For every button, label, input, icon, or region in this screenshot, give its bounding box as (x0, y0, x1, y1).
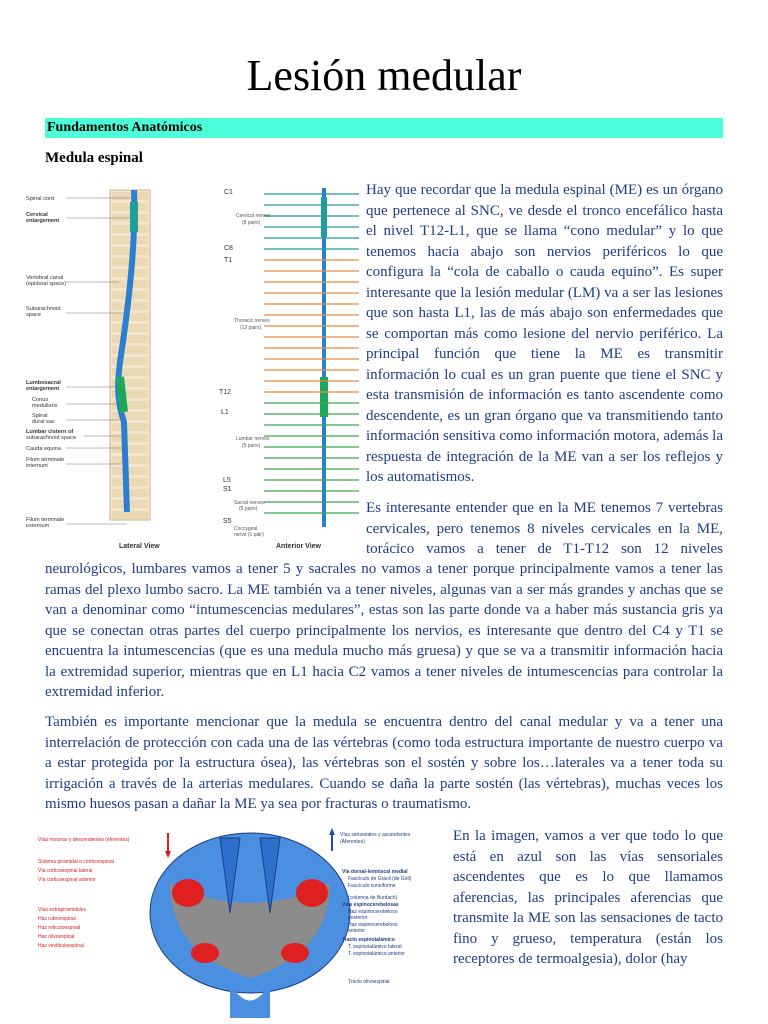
paragraph-2-start: Es interesante entender que en la ME tenemos 7 vertebras cervicales, pero tenemos 8 niveles cervicales en la ME, torácico vamos a tener de T1-T12 son 12 niveles (366, 500, 723, 557)
paragraph-3: También es importante mencionar que la medula se encuentra dentro del canal medular y va a tener una interrelación de protección con cada una de las vértebras (como toda estructura importante de nuestro cuerpo va a estar protegida por la estructura ósea), las vértebras son el sostén y sobre los…laterales va a tener toda su irrigación a través de la arterias medulares. Cuando se daña la parte sostén (las vértebras), muchas veces los mismo huesos pasan a dañar la ME ya sea por fracturas o traumatismo. (45, 714, 723, 812)
nerve-label: Sacral nerves (234, 500, 265, 506)
anat-label: Lumbosacral (26, 380, 61, 386)
sensory-label: Fascículo cuneiforme (348, 883, 396, 889)
anterior-view (264, 188, 359, 527)
sensory-label: Fascículo de Grácil (de Goll) (348, 876, 412, 882)
anat-label: (epidural space) (26, 281, 67, 287)
anat-label: Spinal cord (26, 196, 54, 202)
vertebra (112, 500, 148, 508)
vertebra (112, 423, 148, 431)
paragraph-2-cont: neurológicos, lumbares vamos a tener 5 y sacrales no vamos a tener porque principalmente vamos a tener las ramas del plexo lumbo sacro. La ME también va a tener niveles, algunas van a ser más grandes y anchas que se van a denominar como “intumescencias medulares”, estas son las parte donde va a haber más sustancia gris ya que se conectan otras partes del cuerpo principalmente los nervios, es interesante que dentro del C4 y T1 se encuentra la intumescencias (que es una medula mucho más gruesa) y que se va a transmitir información hacia la extremidad superior, mientras que en L1 hacia C2 vamos a tener niveles de intumescencias para controlar la extremidad inferior. (45, 561, 723, 700)
nerve-label: nerve (1 pair) (234, 532, 264, 538)
anat-label: enlargement (26, 218, 60, 224)
motor-label: Vía corticoespinal lateral (38, 868, 93, 874)
vertebra (112, 511, 148, 519)
nerve-label: Thoracic nerves (234, 318, 270, 324)
level-label: S1 (223, 486, 232, 493)
sensory-label: T. espinotalámico anterior (348, 951, 405, 957)
nerve-label: Lumbar nerves (236, 436, 270, 442)
level-label: S5 (223, 518, 232, 525)
nerve-label: Coccygeal (234, 526, 258, 532)
vertebra (112, 335, 148, 343)
subheading: Medula espinal (45, 150, 143, 166)
sensory-label: T. espinotalámico lateral (348, 944, 402, 950)
cord-cross-section (150, 833, 350, 1018)
anat-label: Filum terminale (26, 457, 65, 463)
motor-label: Vía corticoespinal anterior (38, 877, 96, 883)
cord-enlargement-lumbar (120, 377, 124, 412)
sensory-label: posterior (348, 915, 368, 921)
view-label: Lateral View (119, 543, 160, 550)
anat-label: space (26, 312, 41, 318)
anat-label: Spinal (32, 413, 48, 419)
paragraph-1: Hay que recordar que la medula espinal (ME) es un órgano que pertenece al SNC, ve desde el tronco encefálico hasta el nivel T12-L1, que se llama “cono medular” y lo que tenemos hacia abajo son nervios periféricos lo que configura la “cola de caballo o cauda equino”. Es super interesante que la lesión medular (LM) va a ser las lesiones que son hasta L1, las de más abajo son enfermedades que se comportan más como lesione del nervio periférico. La principal función que tiene la ME es transmitir información lo cual es un gran puente que tiene el SNC y esta transmisión de información es tanto ascendente como descendente, es un gran órgano que va transmitiendo tanto información sensitiva como información motora, además la respuesta de integración de la ME van a ser los reflejos y los automatismos. (366, 182, 723, 485)
motor-label: Haz vestibuloespinal (38, 943, 84, 949)
vertebra (112, 467, 148, 475)
anat-label: internum (26, 463, 48, 469)
nerve-label: (5 pairs) (239, 506, 258, 512)
level-label: C8 (224, 245, 233, 252)
sensory-label: (columna de Burdach) (348, 895, 398, 901)
anat-label: Vertebral canal (26, 275, 64, 281)
level-label: L1 (221, 409, 229, 416)
level-label: L5 (223, 477, 231, 484)
nerve-label: (12 pairs) (240, 325, 262, 331)
sensory-label: Vía dorsal-lemniscal medial (342, 869, 408, 875)
anat-label: externum (26, 523, 50, 529)
sensory-label: Haz espinocerebeloso (348, 922, 398, 928)
sensory-label: (Aferentes) (340, 839, 365, 845)
motor-label: Sistema piramidal o corticoespinal (38, 859, 114, 865)
sensory-label: Tracto olivoespinal (348, 979, 390, 985)
level-label: T1 (224, 257, 233, 264)
vertebra (112, 346, 148, 354)
anat-label: Subarachnoid (26, 306, 61, 312)
motor-label: Vías extrapiramidales (38, 907, 87, 913)
nerve-label: (8 pairs) (242, 220, 261, 226)
vertebra (112, 412, 148, 420)
vertebra (112, 478, 148, 486)
view-label: Anterior View (276, 543, 321, 550)
vertebra (112, 324, 148, 332)
vertebra (112, 192, 148, 200)
sensory-label: Vías espinocerebelosas (342, 902, 399, 908)
nerve-label: Cervical nerves (236, 213, 271, 219)
anat-label: Lumbar cistern of (26, 429, 74, 435)
section-heading: Fundamentos Anatómicos (45, 118, 723, 138)
level-label: T12 (219, 389, 232, 396)
vertebra (112, 456, 148, 464)
cross-section-figure (30, 823, 440, 1018)
vertebra (112, 313, 148, 321)
sensory-label: Vías sensoriales y ascendentes (340, 832, 411, 838)
anat-label: Cauda equina (26, 446, 61, 452)
vertebra (112, 489, 148, 497)
paragraph-4: En la imagen, vamos a ver que todo lo que está en azul son las vías sensoriales ascendentes que es lo que llamamos aferencias, las principales aferencias que transmite la ME son las sensaciones de tacto fino y grueso, temperatura (están los receptores de termoalgesia), dolor (hay (453, 828, 723, 967)
vertebra (112, 236, 148, 244)
anat-label: medullaris (32, 403, 58, 409)
up-arrow-icon (329, 828, 335, 835)
motor-label: Vías motoras y descendentes (eferentes) (38, 837, 130, 843)
sensory-label: Haz espinocerebeloso (348, 909, 398, 915)
motor-label: Haz olivoespinal (38, 934, 75, 940)
anat-label: dural sac (32, 419, 55, 425)
nerve-label: (5 pairs) (242, 443, 261, 449)
vertebra (112, 445, 148, 453)
vertebral-column (110, 190, 150, 520)
motor-label: Haz rubroespinal (38, 916, 76, 922)
anat-label: Cervical (26, 212, 48, 218)
motor-label: Haz reticuloespinal (38, 925, 81, 931)
sensory-label: anterior (348, 928, 365, 934)
anat-label: enlargement (26, 386, 60, 392)
anat-label: Filum terminale (26, 517, 65, 523)
down-arrow-icon (165, 851, 171, 858)
sensory-label: Tracto espinotalámico (342, 937, 395, 943)
spinal-cord-figure (24, 182, 360, 552)
anat-label: subarachnoid space (26, 435, 77, 441)
level-label: C1 (224, 189, 233, 196)
page-title: Lesión medular (246, 51, 522, 100)
anat-label: Conus (32, 397, 49, 403)
vertebra (112, 434, 148, 442)
